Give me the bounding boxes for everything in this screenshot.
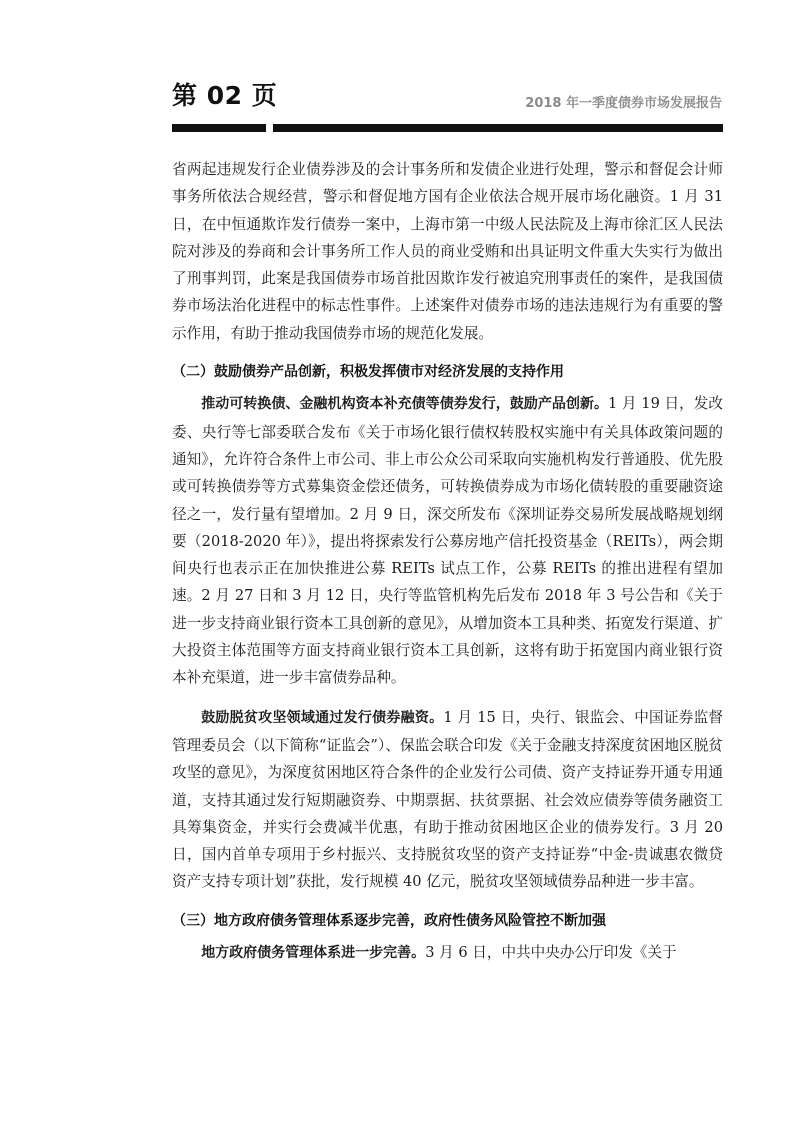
paragraph-3	[172, 704, 723, 896]
document-body	[172, 156, 723, 967]
header-rule-left	[172, 124, 266, 132]
paragraph-4	[172, 939, 723, 967]
header-rule-right	[273, 124, 723, 132]
paragraph-2-text: 1 月 19 日，发改委、央行等七部委联合发布《关于市场化银行债权转股权实施中有关具体政策问题的通知》，允许符合条件上市公司、非上市公众公司采取向实施机构发行普通股、优先股或可转换债券等方式募集资金偿还债务，可转换债券成为市场化债转股的重要融资途径之一，发行量有望增加。2 月 9 日，深交所发布《深圳证券交易所发展战略规划纲要（2018-2020 年）》，提出将探索发行公募房地产信托投资基金（REITs），两会期间央行也表示正在加快推进公募 REITs 试点工作，公募 REITs 的推出进程有望加速。2 月 27 日和 3 月 12 日，央行等监管机构先后发布 2018 年 3 号公告和《关于进一步支持商业银行资本工具创新的意见》，从增加资本工具种类、拓宽发行渠道、扩大投资主体范围等方面支持商业银行资本工具创新，这将有助于拓宽国内商业银行资本补充渠道，进一步丰富债券品种。	[172, 395, 723, 687]
paragraph-3-lead: 鼓励脱贫攻坚领域通过发行债券融资。	[201, 709, 444, 726]
section-heading-3: （三）地方政府债务管理体系逐步完善，政府性债务风险管控不断加强	[172, 912, 606, 929]
paragraph-4-text: 3 月 6 日，中共中央办公厅印发《关于	[425, 944, 677, 962]
paragraph-3-text: 1 月 15 日，央行、银监会、中国证券监督管理委员会（以下简称“证监会”）、保监会联合印发《关于金融支持深度贫困地区脱贫攻坚的意见》，为深度贫困地区符合条件的企业发行公司债、资产支持证券开通专用通道，支持其通过发行短期融资券、中期票据、扶贫票据、社会效应债券等债务融资工具筹集资金，并实行会费减半优惠，有助于推动贫困地区企业的债券发行。3 月 20 日，国内首单专项用于乡村振兴、支持脱贫攻坚的资产支持证券“中金-贵诚惠农微贷资产支持专项计划”获批，发行规模 40 亿元，脱贫攻坚领域债券品种进一步丰富。	[172, 708, 724, 891]
paragraph-4-lead: 地方政府债务管理体系进一步完善。	[201, 945, 426, 962]
report-title: 2018 年一季度债券市场发展报告	[525, 96, 722, 111]
paragraph-1: 省两起违规发行企业债券涉及的会计事务所和发债企业进行处理，警示和督促会计师事务所依法合规经营，警示和督促地方国有企业依法合规开展市场化融资。1 月 31 日，在中恒通欺诈发行债券一案中，上海市第一中级人民法院及上海市徐汇区人民法院对涉及的券商和会计事务所工作人员的商业受贿和出具证明文件重大失实行为做出了刑事判罚，此案是我国债券市场首批因欺诈发行被追究刑事责任的案件，是我国债券市场法治化进程中的标志性事件。上述案件对债券市场的违法违规行为有重要的警示作用，有助于推动我国债券市场的规范化发展。	[172, 161, 723, 342]
section-heading-2: （二）鼓励债券产品创新，积极发挥债市对经济发展的支持作用	[172, 364, 564, 381]
paragraph-2-lead: 推动可转换债、金融机构资本补充债等债券发行，鼓励产品创新。	[201, 396, 609, 413]
page-number: 第 02 页	[172, 81, 278, 110]
paragraph-2	[172, 390, 723, 691]
